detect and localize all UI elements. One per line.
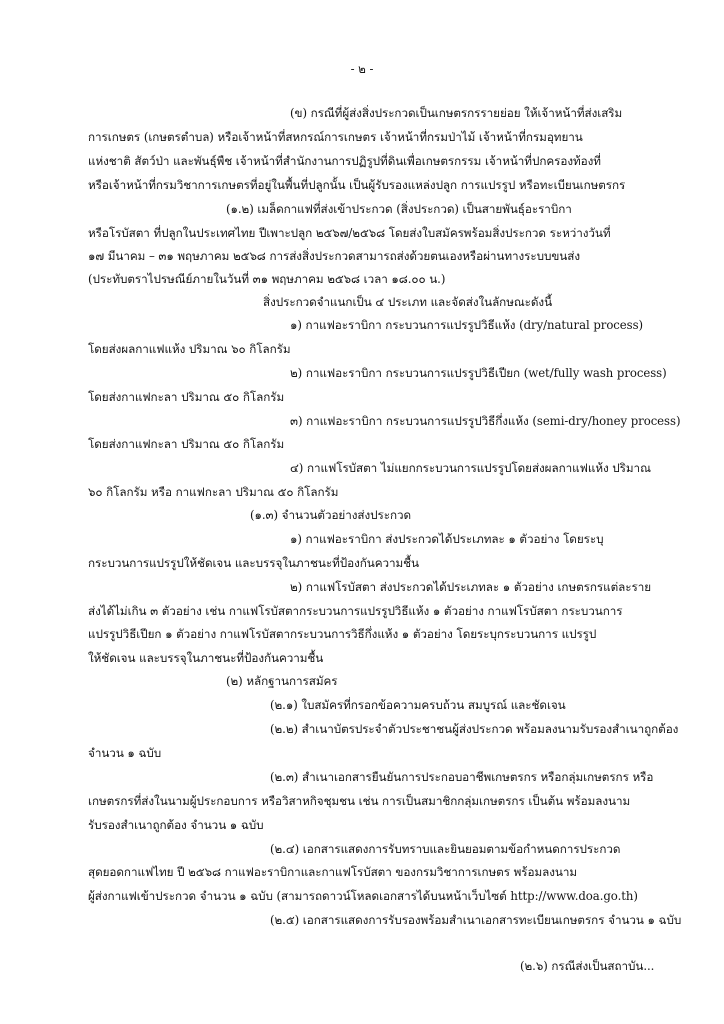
list-item: ๔) กาแฟโรบัสตา ไม่แยกกระบวนการแปรรูปโดยส่งผลกาแฟแห้ง ปริมาณ — [290, 461, 651, 475]
continuation-marker: (๒.๖) กรณีส่งเป็นสถาบัน... — [520, 959, 655, 973]
list-item: ๑) กาแฟอะราบิกา กระบวนการแปรรูปวิธีแห้ง (dry/natural process) — [290, 318, 644, 332]
paragraph-line: สิ่งประกวดจำแนกเป็น ๔ ประเภท และจัดส่งในลักษณะดังนี้ — [263, 295, 553, 309]
paragraph-line: แห่งชาติ สัตว์ป่า และพันธุ์พืช เจ้าหน้าที่สำนักงานการปฏิรูปที่ดินเพื่อเกษตรกรรม เจ้าหน้าที่ปกครองท้องที่ — [88, 154, 601, 168]
paragraph-line: (ประทับตราไปรษณีย์ภายในวันที่ ๓๑ พฤษภาคม ๒๕๖๘ เวลา ๑๘.๐๐ น.) — [88, 272, 446, 286]
paragraph-line: จำนวน ๑ ฉบับ — [88, 746, 162, 760]
paragraph-line: โดยส่งกาแฟกะลา ปริมาณ ๕๐ กิโลกรัม — [88, 390, 285, 404]
paragraph-line: ส่งได้ไม่เกิน ๓ ตัวอย่าง เช่น กาแฟโรบัสตากระบวนการแปรรูปวิธีแห้ง ๑ ตัวอย่าง กาแฟโรบัสตา กระบวนการ — [88, 604, 623, 618]
list-item: (๒.๔) เอกสารแสดงการรับทราบและยินยอมตามข้อกำหนดการประกวด — [270, 842, 621, 856]
paragraph-line: ผู้ส่งกาแฟเข้าประกวด จำนวน ๑ ฉบับ (สามารถดาวน์โหลดเอกสารได้บนหน้าเว็บไซต์ http://www.doa.go.th) — [88, 889, 638, 903]
list-item: ๒) กาแฟโรบัสตา ส่งประกวดได้ประเภทละ ๑ ตัวอย่าง เกษตรกรแต่ละราย — [290, 580, 652, 594]
paragraph-line: หรือโรบัสตา ที่ปลูกในประเทศไทย ปีเพาะปลูก ๒๕๖๗/๒๕๖๘ โดยส่งใบสมัครพร้อมสิ่งประกวด ระหว่างวันที่ — [88, 226, 611, 240]
list-item: ๒) กาแฟอะราบิกา กระบวนการแปรรูปวิธีเปียก (wet/fully wash process) — [290, 366, 667, 380]
paragraph-line: แปรรูปวิธีเปียก ๑ ตัวอย่าง กาแฟโรบัสตากระบวนการวิธีกึ่งแห้ง ๑ ตัวอย่าง โดยระบุกระบวนการ แปรรูป — [88, 627, 597, 641]
list-item: (๒.๒) สำเนาบัตรประจำตัวประชาชนผู้ส่งประกวด พร้อมลงนามรับรองสำเนาถูกต้อง — [270, 722, 679, 736]
list-item: (๒.๓) สำเนาเอกสารยืนยันการประกอบอาชีพเกษตรกร หรือกลุ่มเกษตรกร หรือ — [270, 770, 654, 784]
paragraph-line: โดยส่งกาแฟกะลา ปริมาณ ๕๐ กิโลกรัม — [88, 437, 285, 451]
paragraph-line: การเกษตร (เกษตรตำบล) หรือเจ้าหน้าที่สหกรณ์การเกษตร เจ้าหน้าที่กรมป่าไม้ เจ้าหน้าที่กรมอุทยาน — [88, 130, 583, 144]
paragraph-line: (ข) กรณีที่ผู้ส่งสิ่งประกวดเป็นเกษตรกรรายย่อย ให้เจ้าหน้าที่ส่งเสริม — [290, 106, 623, 120]
list-item: (๒.๑) ใบสมัครที่กรอกข้อความครบถ้วน สมบูรณ์ และชัดเจน — [270, 698, 566, 712]
paragraph-line: เกษตรกรที่ส่งในนามผู้ประกอบการ หรือวิสาหกิจชุมชน เช่น การเป็นสมาชิกกลุ่มเกษตรกร เป็นต้น พร้อมลงนาม — [88, 794, 631, 808]
list-item: (๒.๕) เอกสารแสดงการรับรองพร้อมสำเนาเอกสารทะเบียนเกษตรกร จำนวน ๑ ฉบับ — [270, 913, 682, 927]
section-heading: (๑.๓) จำนวนตัวอย่างส่งประกวด — [250, 508, 412, 522]
paragraph-line: ให้ชัดเจน และบรรจุในภาชนะที่ป้องกันความชื้น — [88, 651, 324, 665]
section-heading: (๒) หลักฐานการสมัคร — [226, 674, 338, 688]
paragraph-line: ๖๐ กิโลกรัม หรือ กาแฟกะลา ปริมาณ ๕๐ กิโลกรัม — [88, 485, 339, 499]
paragraph-line: กระบวนการแปรรูปให้ชัดเจน และบรรจุในภาชนะที่ป้องกันความชื้น — [88, 556, 419, 570]
paragraph-line: สุดยอดกาแฟไทย ปี ๒๕๖๘ กาแฟอะราบิกาและกาแฟโรบัสตา ของกรมวิชาการเกษตร พร้อมลงนาม — [88, 865, 577, 879]
list-item: ๓) กาแฟอะราบิกา กระบวนการแปรรูปวิธีกึ่งแห้ง (semi-dry/honey process) — [290, 414, 681, 428]
paragraph-line: โดยส่งผลกาแฟแห้ง ปริมาณ ๖๐ กิโลกรัม — [88, 342, 291, 356]
paragraph-line: หรือเจ้าหน้าที่กรมวิชาการเกษตรที่อยู่ในพื้นที่ปลูกนั้น เป็นผู้รับรองแหล่งปลูก การแปรรูป หรือทะเบียนเกษตรกร — [88, 178, 626, 192]
paragraph-line: ๑๗ มีนาคม – ๓๑ พฤษภาคม ๒๕๖๘ การส่งสิ่งประกวดสามารถส่งด้วยตนเองหรือผ่านทางระบบขนส่ง — [88, 249, 580, 263]
list-item: ๑) กาแฟอะราบิกา ส่งประกวดได้ประเภทละ ๑ ตัวอย่าง โดยระบุ — [290, 532, 604, 546]
paragraph-line: รับรองสำเนาถูกต้อง จำนวน ๑ ฉบับ — [88, 818, 264, 832]
section-heading: (๑.๒) เมล็ดกาแฟที่ส่งเข้าประกวด (สิ่งประกวด) เป็นสายพันธุ์อะราบิกา — [226, 202, 572, 216]
page-number: - ๒ - — [350, 62, 374, 76]
